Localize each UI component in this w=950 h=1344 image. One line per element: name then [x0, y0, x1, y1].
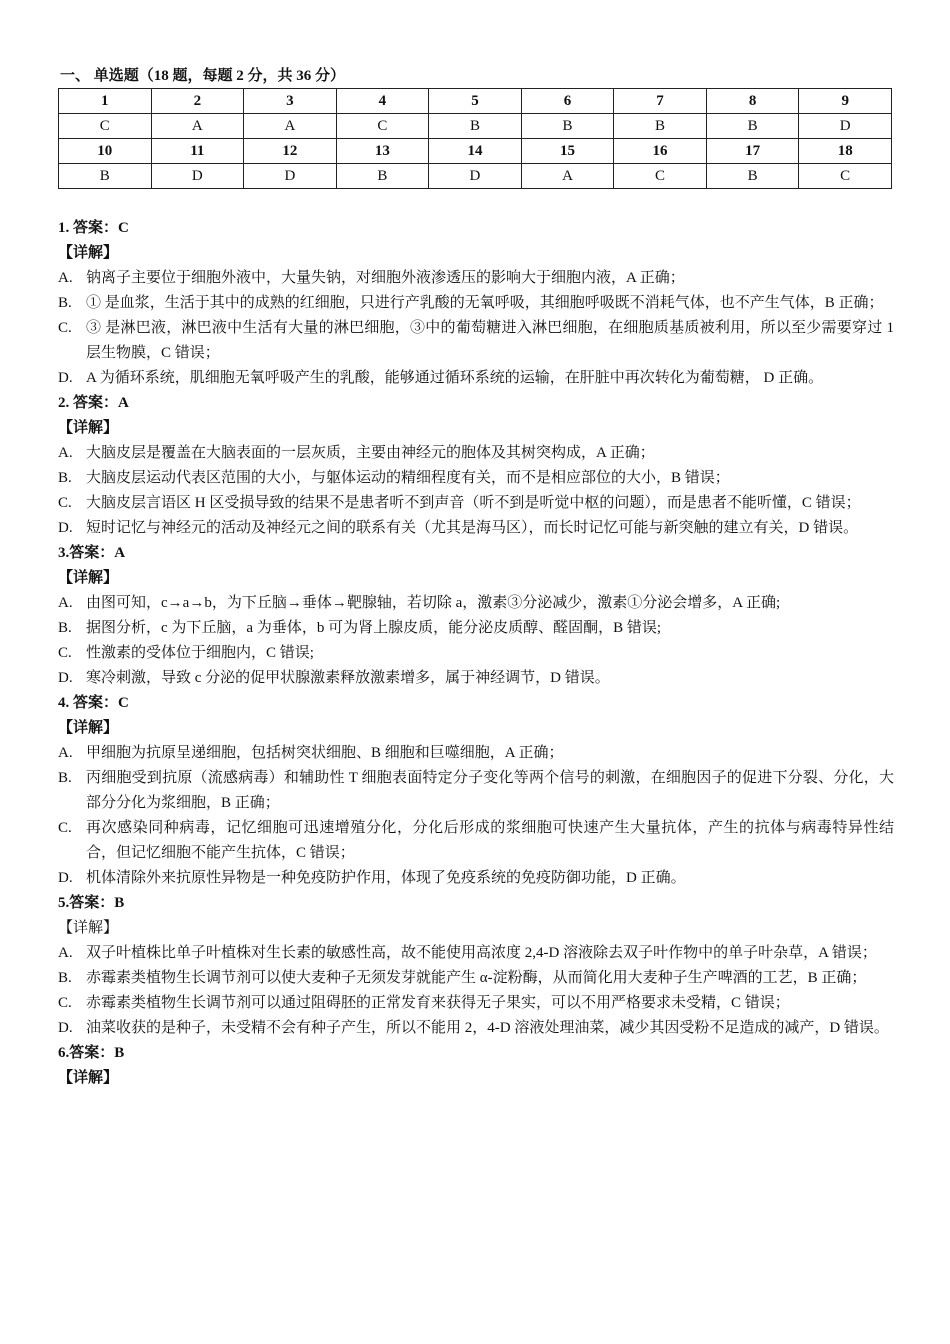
answer-cell: B [706, 114, 799, 139]
answer-heading: 5.答案：B [58, 895, 125, 911]
question-explanation [58, 391, 894, 541]
option-label: A. [58, 945, 73, 961]
question-number-cell: 5 [429, 89, 522, 114]
question-number-cell: 18 [799, 139, 892, 164]
detail-label: 【详解】 [58, 1070, 119, 1086]
question-number-cell: 11 [151, 139, 244, 164]
option-text: 再次感染同种病毒，记忆细胞可迅速增殖分化，分化后形成的浆细胞可快速产生大量抗体，产生的抗体与病毒特异性结合，但记忆细胞不能产生抗体，C 错误； [86, 820, 894, 861]
question-explanation [58, 541, 894, 691]
option-label: C. [58, 645, 72, 661]
answer-heading: 6.答案：B [58, 1045, 125, 1061]
option-explanation [58, 266, 894, 291]
option-label: A. [58, 445, 73, 461]
answer-cell: B [429, 114, 522, 139]
option-label: A. [58, 745, 73, 761]
question-number-cell: 10 [59, 139, 152, 164]
option-explanation [58, 941, 894, 966]
answer-cell: C [336, 114, 429, 139]
section-title: 一、 单选题（18 题，每题 2 分，共 36 分） [60, 68, 346, 84]
option-text: 钠离子主要位于细胞外液中，大量失钠，对细胞外液渗透压的影响大于细胞内液，A 正确； [86, 270, 685, 286]
option-explanation [58, 591, 894, 616]
option-label: C. [58, 995, 72, 1011]
question-number-cell: 2 [151, 89, 244, 114]
question-number-cell: 13 [336, 139, 429, 164]
question-number-row [59, 89, 892, 114]
detail-label: 【详解】 [58, 570, 119, 586]
option-label: C. [58, 320, 72, 336]
option-label: B. [58, 970, 72, 986]
option-text: ① 是血浆，生活于其中的成熟的红细胞，只进行产乳酸的无氧呼吸，其细胞呼吸既不消耗气体，也不产生气体，B 正确； [86, 295, 884, 311]
answer-cell: B [336, 164, 429, 189]
answer-heading: 3.答案：A [58, 545, 126, 561]
question-explanation [58, 1041, 894, 1091]
option-explanation [58, 991, 894, 1016]
answer-cell: C [59, 114, 152, 139]
option-label: D. [58, 670, 73, 686]
option-text: 油菜收获的是种子，未受精不会有种子产生，所以不能用 2，4-D 溶液处理油菜，减少其因受粉不足造成的减产，D 错误。 [86, 1020, 889, 1036]
question-explanation [58, 691, 894, 891]
question-number-cell: 3 [244, 89, 337, 114]
option-text: 性激素的受体位于细胞内，C 错误; [86, 645, 314, 661]
answer-cell: D [799, 114, 892, 139]
answer-cell: D [429, 164, 522, 189]
question-number-row [59, 139, 892, 164]
option-label: D. [58, 870, 73, 886]
option-label: D. [58, 520, 73, 536]
option-text: ③ 是淋巴液，淋巴液中生活有大量的淋巴细胞，③中的葡萄糖进入淋巴细胞，在细胞质基质被利用，所以至少需要穿过 1 层生物膜，C 错误； [86, 320, 894, 361]
option-text: 赤霉素类植物生长调节剂可以使大麦种子无须发芽就能产生 α-淀粉酶，从而简化用大麦种子生产啤酒的工艺，B 正确； [86, 970, 867, 986]
answer-cell: C [614, 164, 707, 189]
detail-label: 【详解】 [58, 720, 119, 736]
option-label: D. [58, 370, 73, 386]
option-text: 大脑皮层是覆盖在大脑表面的一层灰质，主要由神经元的胞体及其树突构成，A 正确； [86, 445, 655, 461]
option-label: D. [58, 1020, 73, 1036]
answer-cell: A [244, 114, 337, 139]
option-explanation [58, 466, 894, 491]
answer-heading: 2. 答案：A [58, 395, 129, 411]
explanations [58, 216, 894, 1091]
question-number-cell: 12 [244, 139, 337, 164]
answer-cell: A [521, 164, 614, 189]
answer-cell: B [706, 164, 799, 189]
question-explanation [58, 891, 894, 1041]
answer-cell: B [614, 114, 707, 139]
option-explanation [58, 291, 894, 316]
option-text: 丙细胞受到抗原（流感病毒）和辅助性 T 细胞表面特定分子变化等两个信号的刺激，在细胞因子的促进下分裂、分化，大部分分化为浆细胞，B 正确； [86, 770, 894, 811]
question-number-cell: 6 [521, 89, 614, 114]
question-number-cell: 17 [706, 139, 799, 164]
question-number-cell: 7 [614, 89, 707, 114]
option-explanation [58, 966, 894, 991]
option-text: 赤霉素类植物生长调节剂可以通过阻碍胚的正常发育来获得无子果实，可以不用严格要求未受精，C 错误； [86, 995, 790, 1011]
option-label: B. [58, 620, 72, 636]
option-text: 由图可知，c→a→b，为下丘脑→垂体→靶腺轴，若切除 a，激素③分泌减少，激素①分泌会增多，A 正确; [86, 595, 781, 611]
answer-cell: D [151, 164, 244, 189]
question-explanation [58, 216, 894, 391]
option-explanation [58, 491, 894, 516]
answer-cell: C [799, 164, 892, 189]
answer-heading: 1. 答案：C [58, 220, 129, 236]
option-text: 寒冷刺激，导致 c 分泌的促甲状腺激素释放激素增多，属于神经调节，D 错误。 [86, 670, 610, 686]
question-number-cell: 16 [614, 139, 707, 164]
answer-heading: 4. 答案：C [58, 695, 129, 711]
detail-label: 【详解】 [58, 245, 119, 261]
option-text: 甲细胞为抗原呈递细胞，包括树突状细胞、B 细胞和巨噬细胞，A 正确； [86, 745, 564, 761]
option-label: B. [58, 770, 72, 786]
option-explanation [58, 516, 894, 541]
question-number-cell: 1 [59, 89, 152, 114]
option-explanation [58, 641, 894, 666]
option-label: C. [58, 820, 72, 836]
option-explanation [58, 366, 894, 391]
option-label: A. [58, 595, 73, 611]
answer-cell: D [244, 164, 337, 189]
answer-cell: B [59, 164, 152, 189]
option-explanation [58, 666, 894, 691]
answer-row [59, 164, 892, 189]
option-explanation [58, 816, 894, 866]
option-label: A. [58, 270, 73, 286]
option-text: A 为循环系统，肌细胞无氧呼吸产生的乳酸，能够通过循环系统的运输，在肝脏中再次转化为葡萄糖， D 正确。 [86, 370, 824, 386]
answer-row [59, 114, 892, 139]
option-text: 大脑皮层运动代表区范围的大小，与躯体运动的精细程度有关，而不是相应部位的大小，B 错误； [86, 470, 730, 486]
option-label: B. [58, 295, 72, 311]
option-explanation [58, 441, 894, 466]
option-explanation [58, 766, 894, 816]
detail-label: 【详解】 [58, 920, 119, 936]
option-text: 大脑皮层言语区 H 区受损导致的结果不是患者听不到声音（听不到是听觉中枢的问题），而是患者不能听懂，C 错误； [86, 495, 861, 511]
answer-cell: A [151, 114, 244, 139]
question-number-cell: 8 [706, 89, 799, 114]
option-text: 双子叶植株比单子叶植株对生长素的敏感性高，故不能使用高浓度 2,4-D 溶液除去双子叶作物中的单子叶杂草，A 错误； [86, 945, 877, 961]
option-explanation [58, 741, 894, 766]
option-text: 短时记忆与神经元的活动及神经元之间的联系有关（尤其是海马区），而长时记忆可能与新突触的建立有关，D 错误。 [86, 520, 859, 536]
question-number-cell: 14 [429, 139, 522, 164]
answer-table [58, 88, 892, 189]
option-label: C. [58, 495, 72, 511]
option-text: 机体清除外来抗原性异物是一种免疫防护作用，体现了免疫系统的免疫防御功能，D 正确。 [86, 870, 686, 886]
option-explanation [58, 1016, 894, 1041]
option-label: B. [58, 470, 72, 486]
option-text: 据图分析，c 为下丘脑，a 为垂体，b 可为肾上腺皮质，能分泌皮质醇、醛固酮，B 错误; [86, 620, 661, 636]
question-number-cell: 15 [521, 139, 614, 164]
option-explanation [58, 866, 894, 891]
answer-cell: B [521, 114, 614, 139]
question-number-cell: 9 [799, 89, 892, 114]
option-explanation [58, 616, 894, 641]
detail-label: 【详解】 [58, 420, 119, 436]
question-number-cell: 4 [336, 89, 429, 114]
option-explanation [58, 316, 894, 366]
